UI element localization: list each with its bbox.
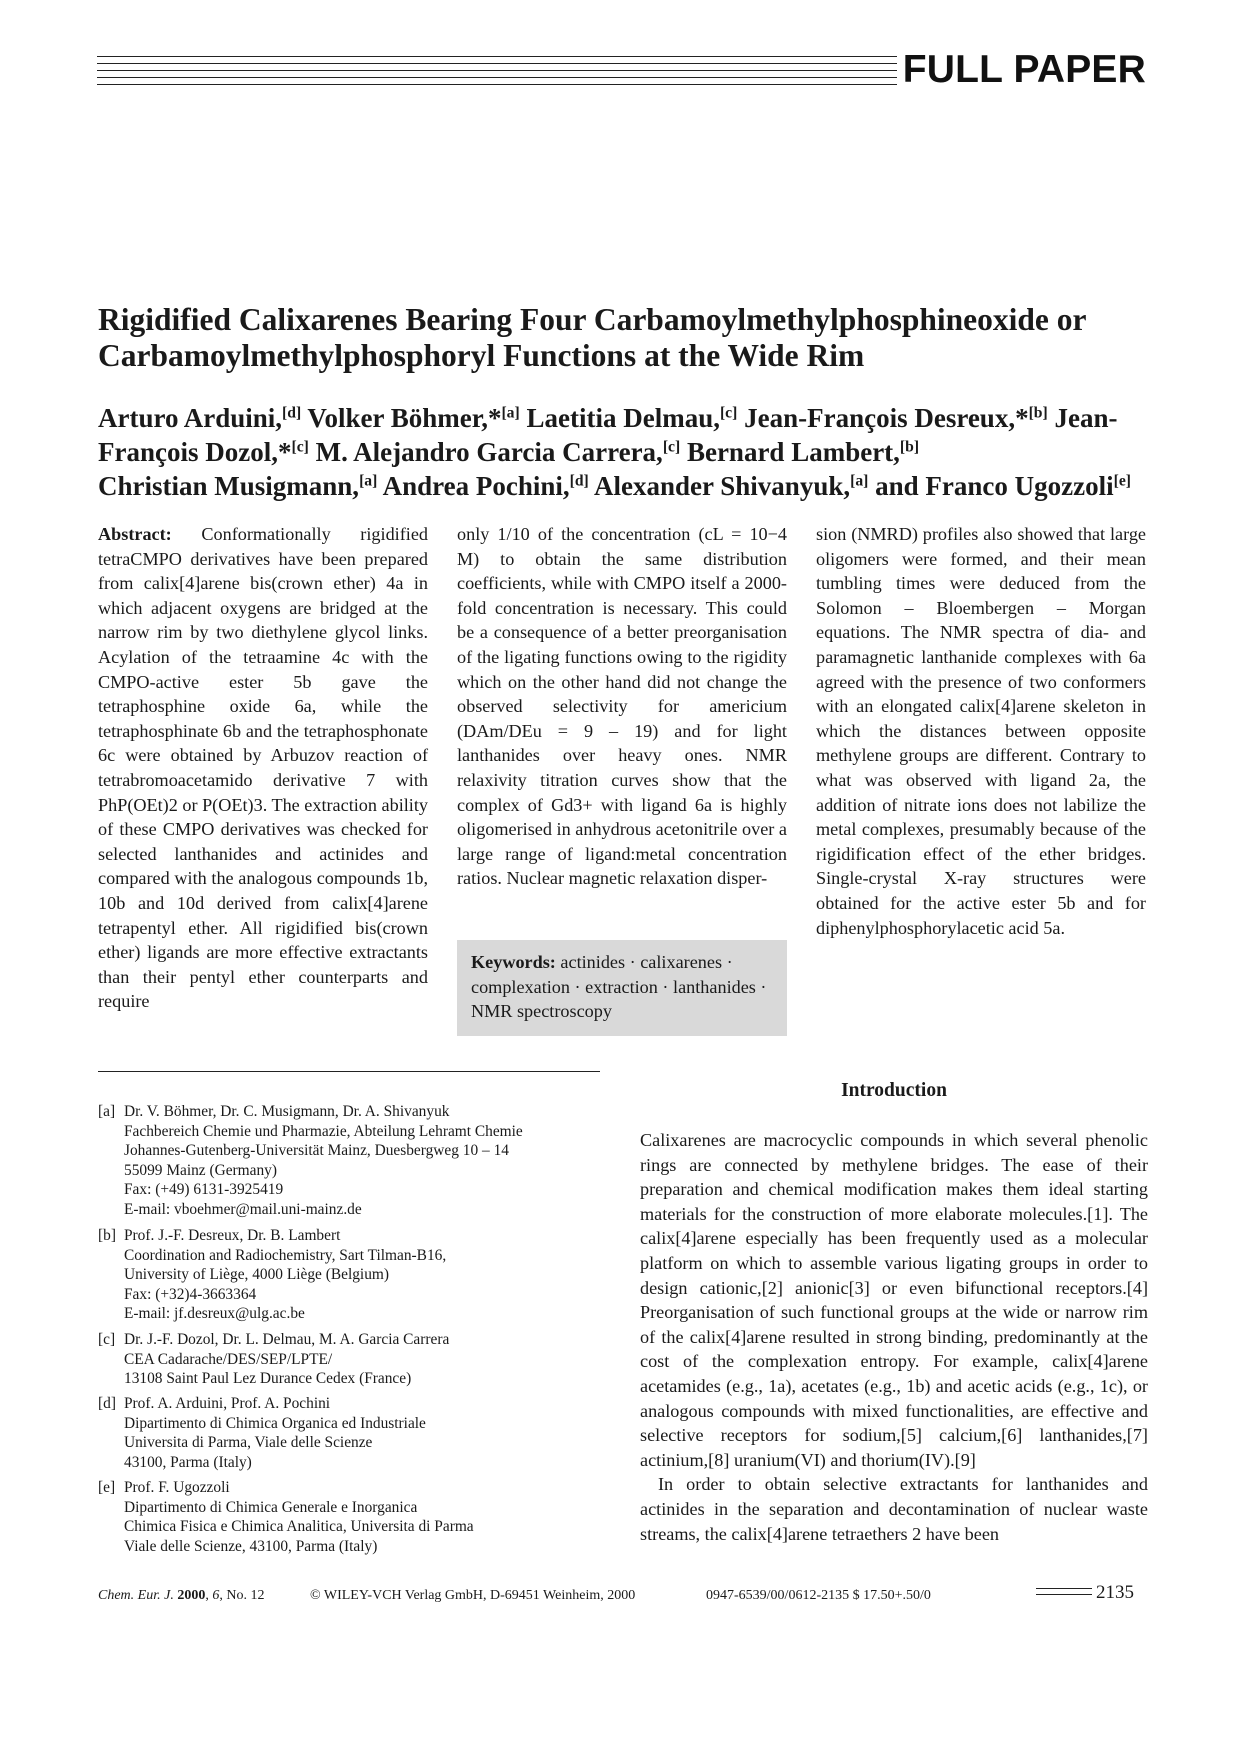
affiliation-line: Chimica Fisica e Chimica Analitica, Universita di Parma (124, 1518, 474, 1536)
header-rule (97, 77, 897, 78)
abstract-label: Abstract: (98, 524, 172, 544)
affiliation-b (98, 1226, 618, 1324)
affiliation-line: Prof. J.-F. Desreux, Dr. B. Lambert (124, 1227, 341, 1244)
affiliation-line: Coordination and Radiochemistry, Sart Tilman-B16, (124, 1246, 447, 1264)
author-affiliation-mark: [d] (282, 404, 302, 422)
affiliation-line: University of Liège, 4000 Liège (Belgium) (124, 1266, 389, 1284)
keyword: extraction (585, 976, 658, 997)
author-name: Jean-François Dozol,* (98, 403, 1118, 467)
affiliation-label: [a] (98, 1103, 116, 1120)
abstract-column-3 (816, 522, 1146, 940)
affiliation-label: [e] (98, 1479, 116, 1496)
affiliation-line: Prof. A. Arduini, Prof. A. Pochini (124, 1395, 331, 1412)
affiliation-line: Johannes-Gutenberg-Universität Mainz, Duesbergweg 10 – 14 (124, 1142, 509, 1160)
introduction-heading: Introduction (841, 1080, 947, 1101)
affiliation-line: Universita di Parma, Viale delle Scienze (124, 1434, 373, 1452)
affiliation-label: [c] (98, 1331, 116, 1348)
author-name: Alexander Shivanyuk, (588, 471, 851, 501)
introduction-paragraph: Calixarenes are macrocyclic compounds in which several phenolic rings are connected by methylene bridges. The ease of their preparation and chemical modification makes them ideal starting materials for the construction of more elaborate molecules.[1]. The calix[4]arene especially has been frequently used as a molecular platform on which to assemble various ligating groups in order to design cationic,[2] anionic[3] or even bifunctional receptors.[4] Preorganisation of such functional groups at the wide or narrow rim of the calix[4]arene resulted in strong binding, predominantly at the cost of the complexation entropy. For example, calix[4]arene acetamides (e.g., 1a), acetates (e.g., 1b) and acetic acids (e.g., 1c), or analogous compounds with mixed functionalities, are effective and selective receptors for sodium,[5] calcium,[6] lanthanides,[7] actinium,[8] uranium(VI) and thorium(IV).[9] (640, 1130, 1148, 1470)
author-affiliation-mark: [d] (569, 472, 589, 490)
author-affiliation-mark: [e] (1113, 472, 1131, 490)
title-line-1: Rigidified Calixarenes Bearing Four Carbamoylmethylphosphineoxide or (98, 302, 1087, 337)
affiliation-a (98, 1102, 618, 1220)
journal-year: 2000 (177, 1588, 206, 1603)
header-rule (97, 70, 897, 71)
abstract-text: Conformationally rigidified tetraCMPO derivatives have been prepared from calix[4]arene bis(crown ether) 4a in which adjacent oxygens are bridged at the narrow rim by two diethylene glycol links. Acylation of the tetraamine 4c with the CMPO-active ester 5b gave the tetraphosphine oxide 6a, while the tetraphosphinate 6b and the tetraphosphonate 6c were obtained by Arbuzov reaction of tetrabromoacetamido derivative 7 with PhP(OEt)2 or P(OEt)3. The extraction ability of these CMPO derivatives was checked for selected lanthanides and actinides and compared with the analogous compounds 1b, 10b and 10d derived from calix[4]arene tetrapentyl ether. All rigidified bis(crown ether) ligands are more effective extractants than their pentyl ether counterparts and require (98, 524, 429, 1012)
header-rule (97, 84, 897, 85)
affiliation-line: 55099 Mainz (Germany) (124, 1161, 278, 1179)
journal-name: Chem. Eur. J. (98, 1588, 174, 1603)
affiliation-email: E-mail: vboehmer@mail.uni-mainz.de (124, 1200, 362, 1218)
author-affiliation-mark: [a] (501, 404, 520, 422)
journal-volume: 6 (212, 1588, 220, 1603)
affiliation-line: Dipartimento di Chimica Organica ed Industriale (124, 1414, 426, 1432)
title-line-2: Carbamoylmethylphosphoryl Functions at the Wide Rim (98, 338, 865, 373)
affiliation-line: Fachbereich Chemie und Pharmazie, Abteilung Lehramt Chemie (124, 1122, 523, 1140)
affiliation-line: 13108 Saint Paul Lez Durance Cedex (France) (124, 1370, 412, 1388)
affiliation-e (98, 1478, 618, 1556)
affiliation-label: [d] (98, 1395, 116, 1412)
author-name: Bernard Lambert, (680, 437, 900, 467)
abstract-text: sion (NMRD) profiles also showed that large oligomers were formed, and their mean tumbling times were deduced from the Solomon – Bloembergen – Morgan equations. The NMR spectra of dia- and paramagnetic lanthanide complexes with 6a agreed with the presence of two conformers with an elongated calix[4]arene skeleton in which the distances between opposite methylene groups are different. Contrary to what was observed with ligand 2a, the addition of nitrate ions does not labilize the metal complexes, presumably because of the rigidification effect of the ether bridges. Single-crystal X-ray structures were obtained for the active ester 5b and for diphenylphosphorylacetic acid 5a. (816, 524, 1146, 938)
affiliation-label: [b] (98, 1227, 116, 1244)
keywords-label: Keywords: (471, 952, 556, 972)
affiliation-line: Viale delle Scienze, 43100, Parma (Italy) (124, 1537, 378, 1555)
abstract-column-2 (457, 522, 787, 891)
affiliation-email: E-mail: jf.desreux@ulg.ac.be (124, 1305, 305, 1323)
author-name: Andrea Pochini, (377, 471, 570, 501)
author-affiliation-mark: [a] (359, 472, 378, 490)
affiliation-line: Dr. V. Böhmer, Dr. C. Musigmann, Dr. A. Shivanyuk (124, 1103, 450, 1120)
affiliation-line: CEA Cadarache/DES/SEP/LPTE/ (124, 1350, 333, 1368)
affiliation-c (98, 1330, 618, 1389)
abstract-column-1 (98, 522, 428, 1014)
abstract-text: only 1/10 of the concentration (cL = 10−4 M) to obtain the same distribution coefficients, while with CMPO itself a 2000-fold concentration is necessary. This could be a consequence of a better preorganisation of the ligating functions owing to the rigidity which on the other hand did not change the observed selectivity for americium (DAm/DEu = 9 – 19) and for light lanthanides over heavy ones. NMR relaxivity titration curves show that the complex of Gd3+ with ligand 6a is highly oligomerised in anhydrous acetonitrile over a large range of ligand:metal concentration ratios. Nuclear magnetic relaxation disper- (457, 524, 787, 889)
header-rule (97, 63, 897, 64)
affiliation-line: Fax: (+32)4-3663364 (124, 1285, 257, 1303)
footer-code: 0947-6539/00/0612-2135 $ 17.50+.50/0 (706, 1588, 931, 1603)
affiliation-line: Dipartimento di Chimica Generale e Inorganica (124, 1498, 418, 1516)
author-affiliation-mark: [b] (899, 438, 920, 456)
footer-copyright: © WILEY-VCH Verlag GmbH, D-69451 Weinheim, 2000 (310, 1588, 636, 1603)
journal-issue: , No. 12 (219, 1588, 265, 1603)
paper-title (98, 302, 1148, 374)
page-number-rule (1036, 1594, 1092, 1595)
author-affiliation-mark: [c] (291, 438, 309, 456)
author-name: Christian Musigmann, (98, 471, 360, 501)
affiliation-separator (98, 1071, 600, 1072)
keywords-box: Keywords: actinides · calixarenes · complexation · extraction · lanthanides · NMR spectroscopy (457, 940, 787, 1036)
keyword: complexation (471, 976, 570, 997)
header-rule (97, 56, 897, 57)
introduction-body (640, 1128, 1148, 1546)
keyword: actinides (560, 952, 626, 972)
section-label: FULL PAPER (902, 48, 1146, 91)
author-name: Jean-François Desreux,* (737, 403, 1029, 433)
author-name: Volker Böhmer,* (301, 403, 502, 433)
author-name: Arturo Arduini, (98, 403, 283, 433)
author-affiliation-mark: [b] (1028, 404, 1048, 422)
author-affiliation-mark: [c] (719, 404, 738, 422)
affiliation-line: Prof. F. Ugozzoli (124, 1479, 230, 1496)
affiliation-line: Fax: (+49) 6131-3925419 (124, 1181, 284, 1199)
page-number: 2135 (1096, 1582, 1134, 1603)
page-number-rule (1036, 1588, 1092, 1589)
author-name: and Franco Ugozzoli (868, 471, 1114, 501)
affiliation-line: 43100, Parma (Italy) (124, 1453, 252, 1471)
author-name: Laetitia Delmau, (519, 403, 720, 433)
author-affiliation-mark: [a] (850, 472, 869, 490)
keyword: calixarenes (640, 952, 723, 972)
author-affiliation-mark: [c] (662, 438, 681, 456)
affiliation-line: Dr. J.-F. Dozol, Dr. L. Delmau, M. A. Garcia Carrera (124, 1331, 450, 1348)
introduction-paragraph: In order to obtain selective extractants for lanthanides and actinides in the separation and decontamination of nuclear waste streams, the calix[4]arene tetraethers 2 have been (640, 1474, 1148, 1544)
author-name: M. Alejandro Garcia Carrera, (308, 437, 663, 467)
author-list (98, 401, 1148, 503)
affiliation-d (98, 1394, 618, 1472)
keyword: lanthanides (673, 976, 756, 997)
footer-citation: Chem. Eur. J. 2000, 6, No. 12 (98, 1588, 265, 1603)
keyword: NMR spectroscopy (471, 1001, 612, 1022)
